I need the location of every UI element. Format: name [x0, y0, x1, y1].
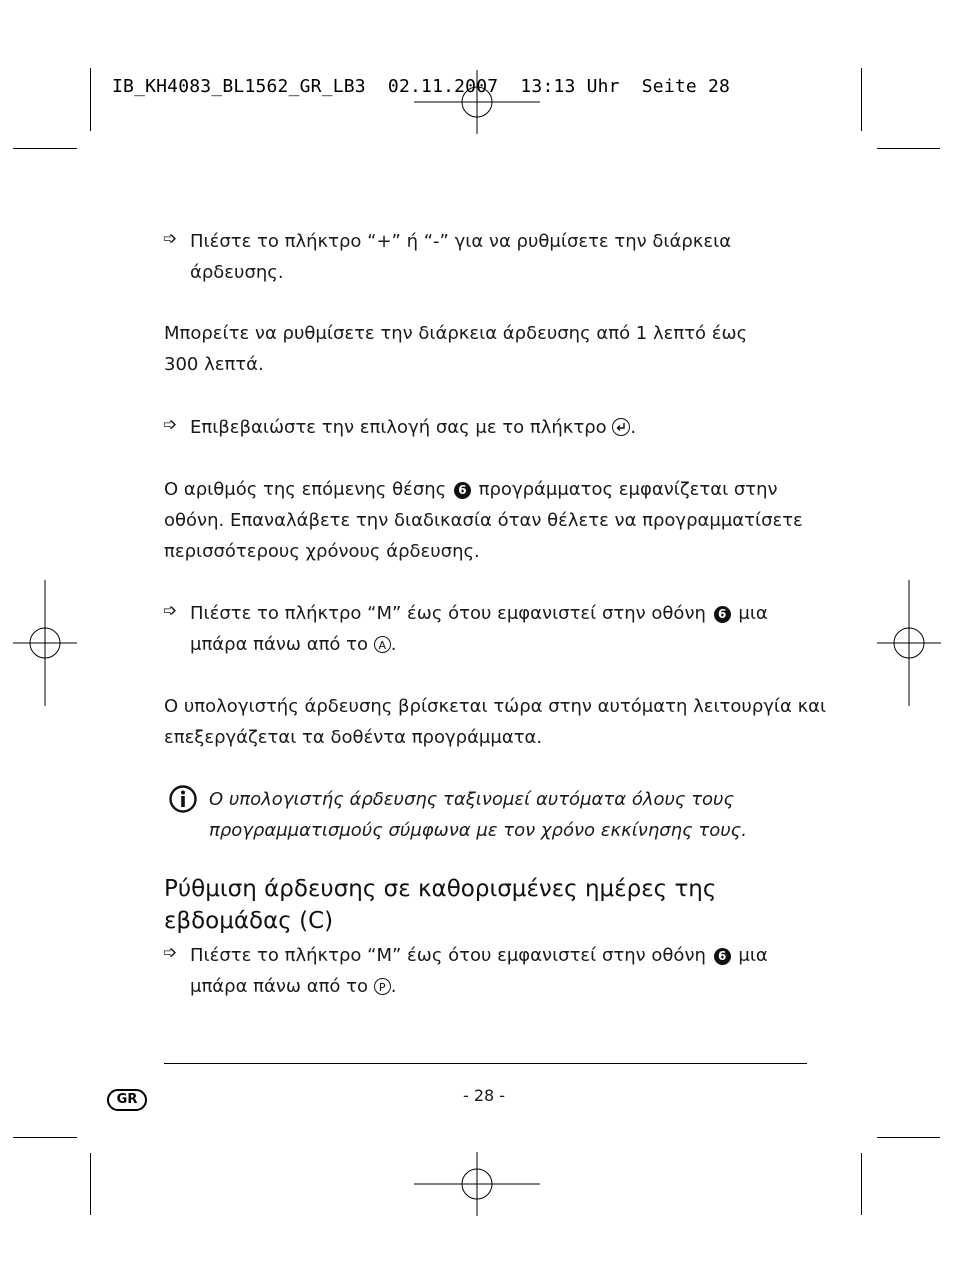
crop-mark [877, 148, 940, 149]
footer-rule [164, 1063, 807, 1064]
registration-mark-bottom [414, 1152, 540, 1216]
step-3-line-1 [190, 598, 768, 629]
crop-mark [861, 1153, 862, 1215]
print-slug: IB_KH4083_BL1562_GR_LB3 02.11.2007 13:13 Uhr Seite 28 [112, 76, 731, 97]
period: . [630, 417, 637, 438]
step-3-text-b: μια [738, 603, 768, 624]
circled-p-symbol: P [374, 978, 391, 995]
country-badge: GR [107, 1089, 147, 1111]
paragraph-1-line-1: Μπορείτε να ρυθμίσετε την διάρκεια άρδευσης από 1 λεπτό έως [164, 323, 748, 344]
paragraph-2-text-a: Ο αριθμός της επόμενης θέσης [164, 479, 447, 500]
crop-mark [90, 1153, 91, 1215]
paragraph-3-line-2: επεξεργάζεται τα δοθέντα προγράμματα. [164, 727, 543, 748]
display-number-badge: 6 [714, 948, 731, 965]
step-2-line [190, 412, 636, 443]
info-icon [168, 784, 198, 814]
step-3-line-2 [190, 629, 396, 660]
registration-mark-left [13, 580, 77, 706]
crop-mark [13, 148, 77, 149]
step-3-text-a: Πιέστε το πλήκτρο “M” έως ότου εμφανιστεί στην οθόνη [190, 603, 706, 624]
step-1-line-2: άρδευσης. [190, 262, 284, 283]
step-4-text-a: Πιέστε το πλήκτρο “M” έως ότου εμφανιστεί στην οθόνη [190, 945, 706, 966]
enter-key-icon [612, 418, 630, 436]
display-number-badge: 6 [714, 606, 731, 623]
registration-mark-right [877, 580, 941, 706]
step-2-text: Επιβεβαιώστε την επιλογή σας με το πλήκτρο [190, 417, 607, 438]
crop-mark [13, 1137, 77, 1138]
paragraph-2-line-3: περισσότερους χρόνους άρδευσης. [164, 541, 480, 562]
crop-mark [861, 68, 862, 131]
step-arrow-icon: ➩ [163, 229, 178, 249]
step-3-text-c: μπάρα πάνω από το [190, 634, 369, 655]
display-number-badge: 6 [454, 482, 471, 499]
step-arrow-icon: ➩ [163, 943, 178, 963]
step-4-text-c: μπάρα πάνω από το [190, 976, 369, 997]
circled-a-symbol: A [374, 636, 391, 653]
paragraph-2-line-1 [164, 474, 778, 505]
step-4-text-b: μια [738, 945, 768, 966]
step-4-line-1 [190, 940, 768, 971]
paragraph-1-line-2: 300 λεπτά. [164, 354, 264, 375]
section-heading-line-2: εβδομάδας (C) [164, 908, 334, 934]
page-number: - 28 - [463, 1086, 506, 1105]
crop-mark [877, 1137, 940, 1138]
paragraph-3-line-1: Ο υπολογιστής άρδευσης βρίσκεται τώρα στην αυτόματη λειτουργία και [164, 696, 827, 717]
note-line-1: Ο υπολογιστής άρδευσης ταξινομεί αυτόματα όλους τους [209, 789, 735, 810]
step-arrow-icon: ➩ [163, 601, 178, 621]
period: . [390, 634, 397, 655]
section-heading-line-1: Ρύθμιση άρδευσης σε καθορισμένες ημέρες της [164, 876, 717, 902]
crop-mark [90, 68, 91, 131]
step-1-line-1: Πιέστε το πλήκτρο “+” ή “-” για να ρυθμίσετε την διάρκεια [190, 231, 732, 252]
note-line-2: προγραμματισμούς σύμφωνα με τον χρόνο εκκίνησης τους. [209, 820, 747, 841]
paragraph-2-text-b: προγράμματος εμφανίζεται στην [478, 479, 778, 500]
period: . [390, 976, 397, 997]
step-4-line-2 [190, 971, 396, 1002]
step-arrow-icon: ➩ [163, 415, 178, 435]
paragraph-2-line-2: οθόνη. Επαναλάβετε την διαδικασία όταν θέλετε να προγραμματίσετε [164, 510, 803, 531]
